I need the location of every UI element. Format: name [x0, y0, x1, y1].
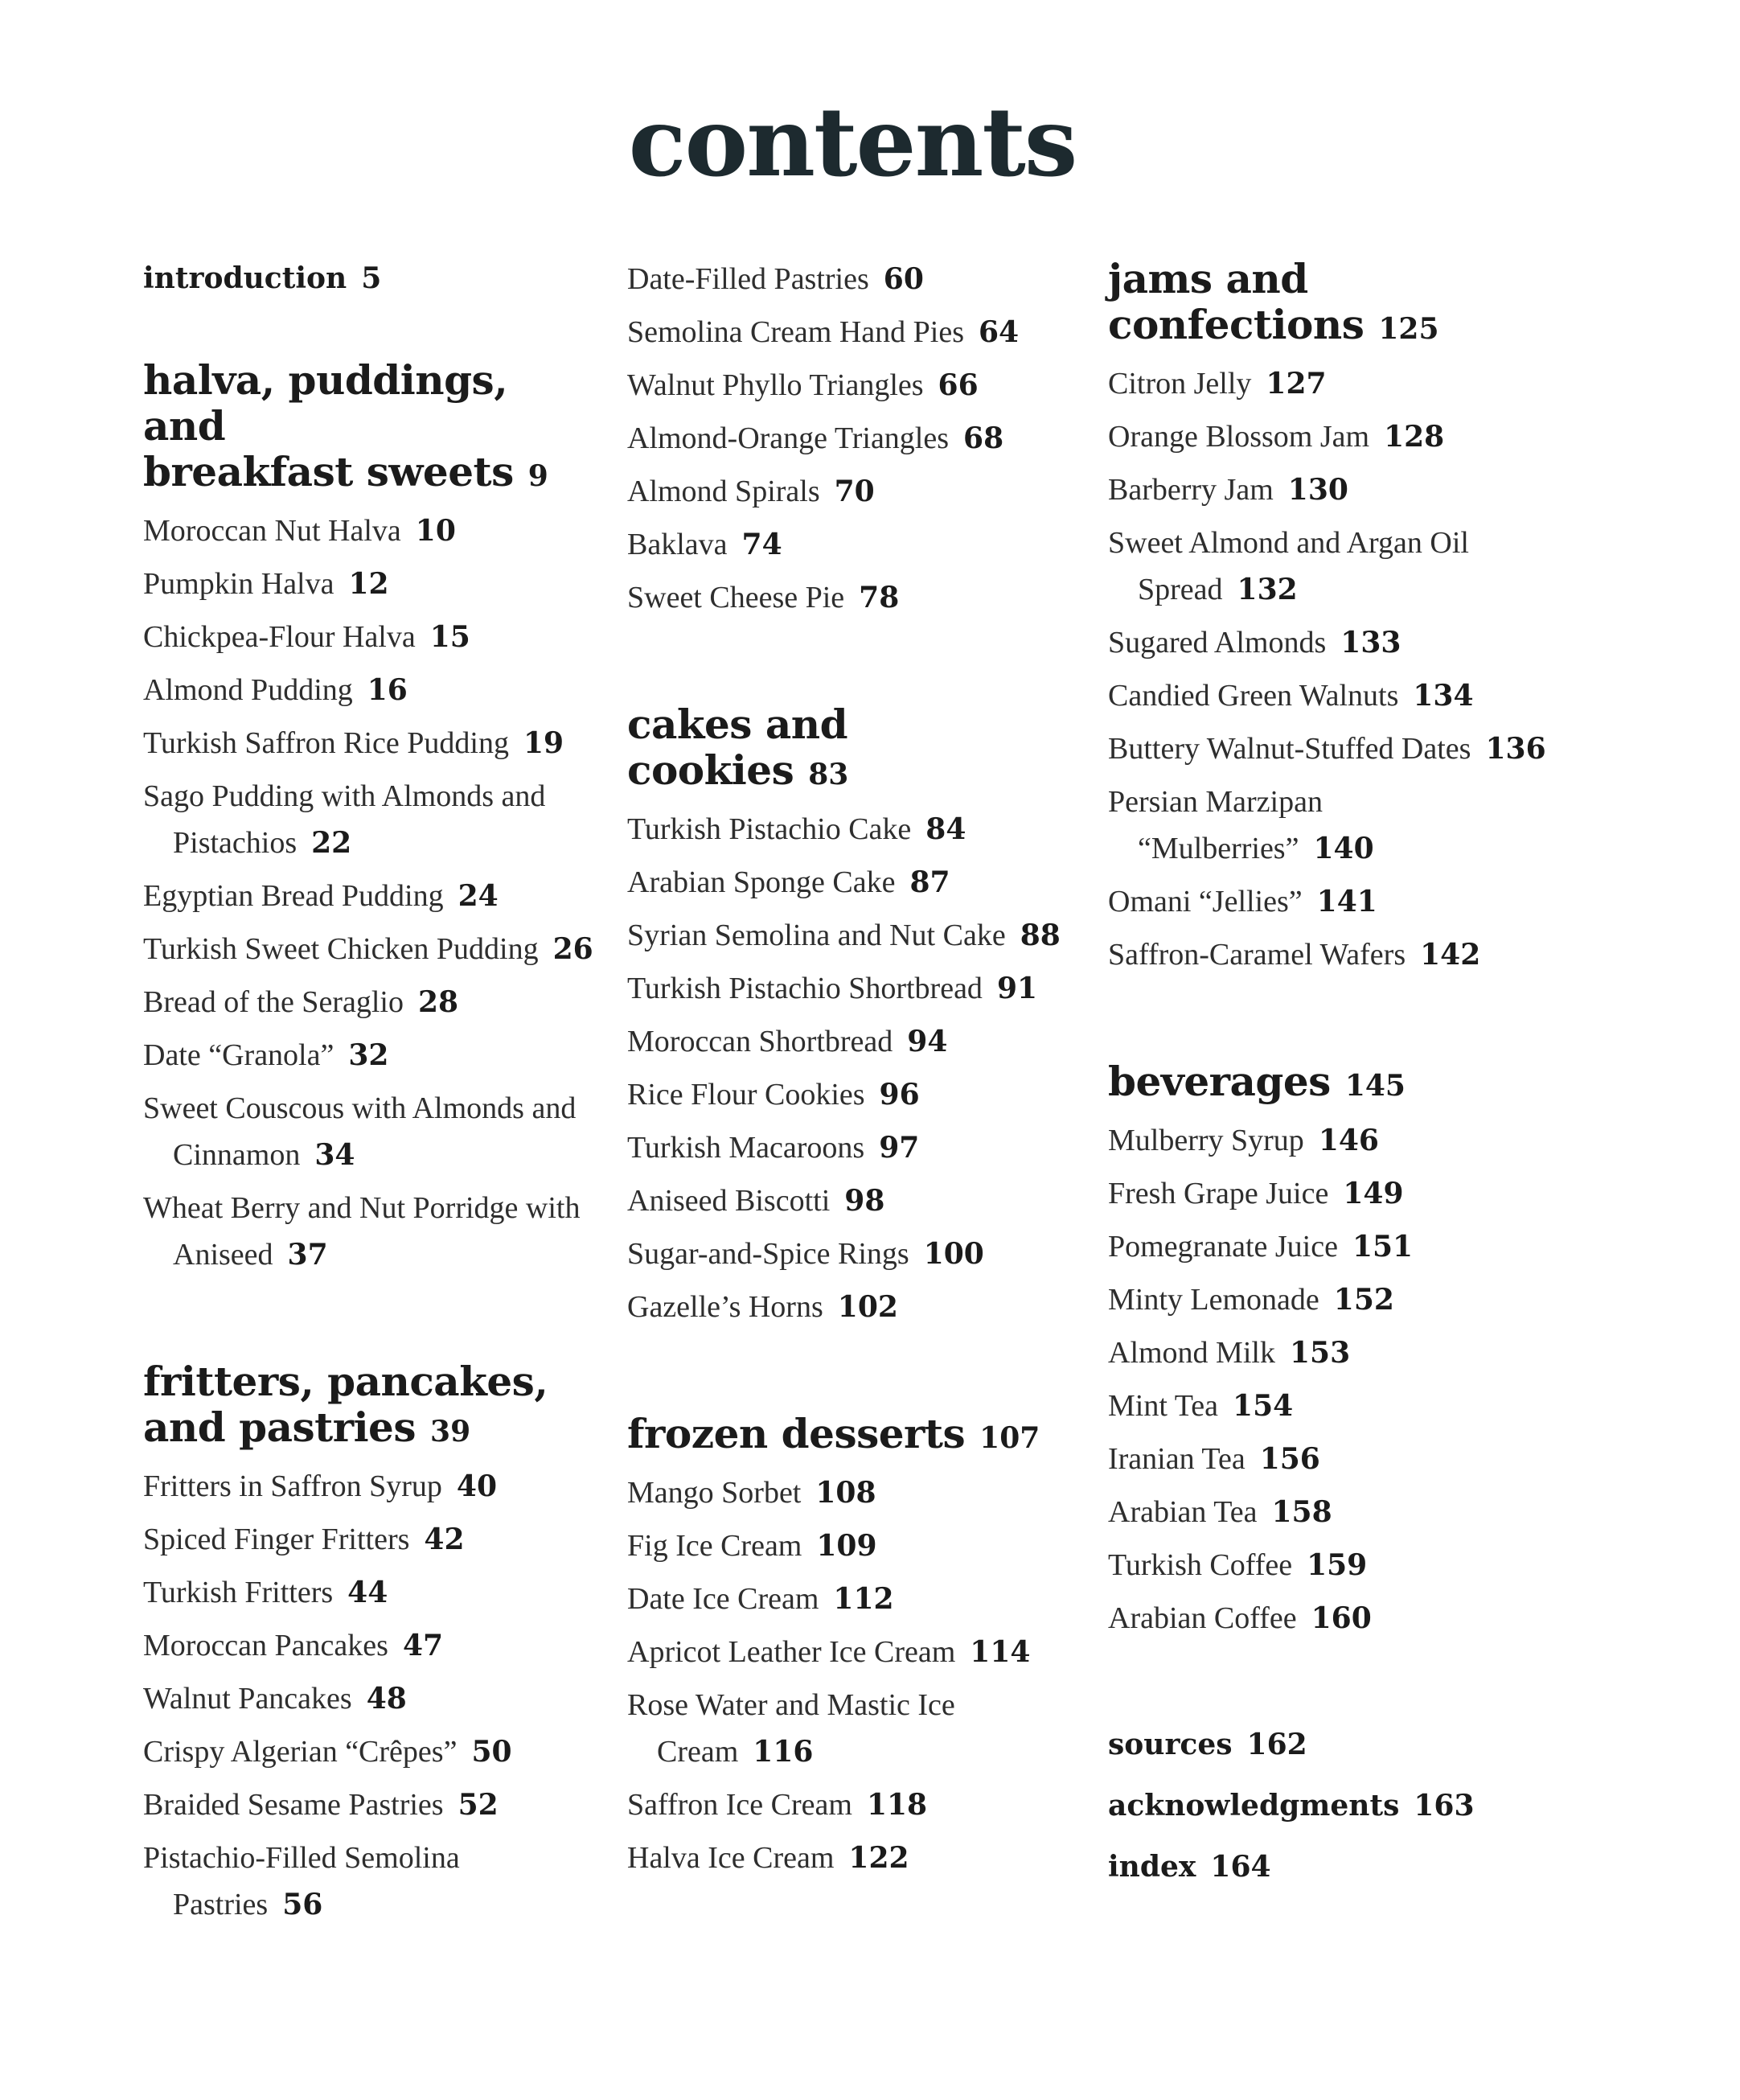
toc-entry[interactable]: [627, 521, 1085, 568]
toc-entry-label: Candied Green Walnuts: [1108, 679, 1399, 713]
toc-entry-page-number: 66: [938, 368, 979, 402]
section-page-number: 9: [527, 459, 548, 493]
toc-entry[interactable]: [143, 1782, 593, 1828]
toc-entry[interactable]: [143, 1516, 593, 1563]
toc-entry[interactable]: [143, 720, 593, 766]
toc-entry-label: Bread of the Seraglio: [143, 985, 404, 1019]
toc-entry-page-number: 133: [1340, 626, 1401, 660]
toc-entry-label: Chickpea-Flour Halva: [143, 620, 416, 654]
toc-back-matter-item[interactable]: [1108, 1783, 1558, 1828]
toc-entry-page-number: 98: [844, 1184, 885, 1218]
toc-entry-page-number: 12: [348, 567, 389, 601]
section-title-line1: halva, puddings, and: [143, 356, 508, 450]
toc-entry-page-number: 28: [417, 985, 459, 1019]
section-title-line1: frozen desserts: [627, 1410, 966, 1457]
toc-entry[interactable]: [627, 1682, 1085, 1775]
toc-entry-label: Date “Granola”: [143, 1038, 334, 1072]
toc-entry[interactable]: [627, 256, 1085, 302]
section-page-number: 39: [430, 1415, 471, 1449]
toc-entry-page-number: 10: [415, 514, 456, 548]
toc-entry[interactable]: [143, 979, 593, 1025]
section-title-line1: jams and: [1108, 255, 1308, 302]
toc-entry[interactable]: [627, 1177, 1085, 1224]
toc-entry-label: Fresh Grape Juice: [1108, 1177, 1329, 1210]
toc-entry[interactable]: [1108, 1170, 1558, 1217]
toc-entry-label: Turkish Saffron Rice Pudding: [143, 726, 509, 760]
toc-entry-page-number: 130: [1287, 473, 1348, 507]
toc-entry-page-number: 159: [1307, 1548, 1368, 1582]
toc-entry-page-number: 40: [456, 1469, 498, 1503]
toc-entry-label: Rice Flour Cookies: [627, 1078, 865, 1112]
entry-list: [143, 1463, 593, 1928]
toc-section-jams: [1108, 256, 1558, 978]
toc-entry-page-number: 68: [963, 421, 1004, 455]
toc-entry-label: Arabian Coffee: [1108, 1601, 1297, 1635]
toc-entry[interactable]: [1108, 1383, 1558, 1429]
toc-entry[interactable]: [1108, 1329, 1558, 1376]
section-page-number: 125: [1378, 312, 1439, 346]
toc-entry-page-number: 109: [816, 1529, 877, 1563]
toc-entry-page-number: 152: [1333, 1283, 1394, 1317]
toc-entry-page-number: 100: [923, 1237, 984, 1271]
toc-entry-label: Mango Sorbet: [627, 1476, 802, 1510]
toc-entry[interactable]: [1108, 520, 1558, 613]
toc-entry-label: Turkish Fritters: [143, 1576, 334, 1609]
toc-entry-label: Fritters in Saffron Syrup: [143, 1469, 442, 1503]
section-heading[interactable]: [143, 357, 593, 499]
toc-entry[interactable]: [627, 1124, 1085, 1171]
toc-entry-label: Sweet Couscous with Almonds and Cinnamon: [143, 1091, 577, 1172]
toc-entry-label: Turkish Pistachio Shortbread: [627, 972, 983, 1005]
toc-entry-label: Buttery Walnut-Stuffed Dates: [1108, 732, 1471, 766]
toc-entry-page-number: 26: [552, 932, 593, 966]
toc-entry-page-number: 140: [1313, 832, 1374, 865]
toc-entry[interactable]: [143, 873, 593, 919]
toc-entry[interactable]: [1108, 466, 1558, 513]
toc-entry-label: Wheat Berry and Nut Porridge with Aniseed: [143, 1191, 581, 1272]
toc-entry-page-number: 112: [833, 1582, 894, 1616]
toc-entry[interactable]: [143, 1085, 593, 1178]
toc-entry-page-number: 154: [1233, 1389, 1294, 1423]
toc-entry-page-number: 50: [471, 1735, 512, 1769]
toc-entry-page-number: 52: [458, 1788, 499, 1822]
toc-entry[interactable]: [143, 561, 593, 607]
toc-entry-label: Persian Marzipan “Mulberries”: [1108, 785, 1323, 865]
section-title-line1: cakes and: [627, 701, 848, 748]
toc-section-halva: [143, 357, 593, 1278]
toc-entry-label: Almond-Orange Triangles: [627, 421, 950, 455]
toc-column-2: [627, 256, 1085, 1962]
toc-entry-page-number: 116: [753, 1735, 814, 1769]
toc-entry[interactable]: [627, 309, 1085, 355]
toc-entry-label: Braided Sesame Pastries: [143, 1788, 444, 1822]
toc-entry[interactable]: [627, 1576, 1085, 1622]
toc-entry-page-number: 34: [314, 1138, 355, 1172]
toc-entry-page-number: 141: [1316, 885, 1377, 918]
toc-entry[interactable]: [143, 773, 593, 866]
toc-entry[interactable]: [1108, 878, 1558, 925]
toc-entry-page-number: 160: [1311, 1601, 1372, 1635]
toc-entry[interactable]: [1108, 1595, 1558, 1642]
toc-entry-label: Citron Jelly: [1108, 367, 1252, 401]
section-title-line1: fritters, pancakes,: [143, 1358, 548, 1405]
toc-entry-label: Semolina Cream Hand Pies: [627, 315, 964, 349]
toc-section-frozen: [627, 1411, 1085, 1881]
toc-entry[interactable]: [627, 965, 1085, 1012]
toc-entry-page-number: 44: [347, 1576, 388, 1609]
toc-entry-page-number: 149: [1343, 1177, 1404, 1210]
toc-entry-label: Sweet Almond and Argan Oil Spread: [1108, 526, 1469, 606]
section-heading[interactable]: [1108, 256, 1558, 352]
toc-entry-page-number: 32: [348, 1038, 389, 1072]
toc-entry-page-number: 142: [1420, 938, 1481, 972]
toc-entry-label: Moroccan Nut Halva: [143, 514, 401, 548]
toc-entry[interactable]: [1108, 1489, 1558, 1535]
toc-entry-label: Walnut Phyllo Triangles: [627, 368, 924, 402]
toc-entry-page-number: 24: [458, 879, 499, 913]
section-title-line2: and pastries: [143, 1403, 417, 1451]
toc-entry[interactable]: [143, 1463, 593, 1510]
toc-entry[interactable]: [627, 859, 1085, 906]
toc-label: acknowledgments: [1108, 1789, 1400, 1823]
toc-entry-page-number: 37: [287, 1238, 328, 1272]
toc-entry-label: Almond Milk: [1108, 1336, 1275, 1370]
toc-entry-page-number: 70: [834, 475, 875, 508]
toc-entry[interactable]: [143, 1675, 593, 1722]
entry-list: [627, 1469, 1085, 1881]
toc-entry[interactable]: [627, 1523, 1085, 1569]
toc-entry-page-number: 151: [1352, 1230, 1414, 1264]
toc-entry-label: Turkish Pistachio Cake: [627, 812, 912, 846]
toc-entry-label: Syrian Semolina and Nut Cake: [627, 918, 1006, 952]
section-title-line1: beverages: [1108, 1058, 1331, 1105]
toc-entry-label: Pomegranate Juice: [1108, 1230, 1338, 1264]
toc-entry[interactable]: [143, 1185, 593, 1278]
toc-entry-label: Almond Pudding: [143, 673, 353, 707]
toc-entry-label: Pistachio-Filled Semolina Pastries: [143, 1841, 460, 1921]
toc-entry[interactable]: [143, 1835, 593, 1928]
toc-entry-page-number: 158: [1271, 1495, 1332, 1529]
toc-entry-label: Turkish Macaroons: [627, 1131, 865, 1165]
toc-entry-label: Almond Spirals: [627, 475, 820, 508]
toc-entry-label: Saffron-Caramel Wafers: [1108, 938, 1406, 972]
toc-back-matter-item[interactable]: [1108, 1844, 1558, 1889]
toc-entry-label: Apricot Leather Ice Cream: [627, 1635, 956, 1669]
toc-column-3: [1108, 256, 1558, 1905]
toc-entry-label: Pumpkin Halva: [143, 567, 334, 601]
toc-entry[interactable]: [627, 468, 1085, 515]
toc-entry-page-number: 128: [1384, 420, 1445, 454]
toc-page-number: 163: [1414, 1789, 1475, 1823]
toc-entry-page-number: 87: [909, 865, 950, 899]
section-heading[interactable]: [627, 1411, 1085, 1461]
toc-entry-label: Iranian Tea: [1108, 1442, 1245, 1476]
toc-entry-page-number: 60: [883, 262, 924, 296]
toc-entry-page-number: 114: [970, 1635, 1031, 1669]
section-title-line2: breakfast sweets: [143, 448, 514, 495]
toc-entry[interactable]: [1108, 619, 1558, 666]
toc-entry-label: Egyptian Bread Pudding: [143, 879, 444, 913]
toc-entry-page-number: 136: [1485, 732, 1546, 766]
toc-entry[interactable]: [1108, 1117, 1558, 1164]
toc-entry-label: Barberry Jam: [1108, 473, 1274, 507]
section-heading[interactable]: [143, 1358, 593, 1455]
toc-entry-page-number: 88: [1020, 918, 1061, 952]
toc-entry-label: Date Ice Cream: [627, 1582, 819, 1616]
toc-section-fritters: [143, 1358, 593, 1928]
toc-entry-label: Minty Lemonade: [1108, 1283, 1319, 1317]
toc-entry[interactable]: [627, 1469, 1085, 1516]
entry-list: [143, 508, 593, 1278]
toc-entry-label: Mulberry Syrup: [1108, 1124, 1304, 1157]
toc-entry[interactable]: [143, 1728, 593, 1775]
toc-section-beverages: [1108, 1058, 1558, 1642]
toc-entry-label: Arabian Sponge Cake: [627, 865, 896, 899]
entry-list: [1108, 1117, 1558, 1642]
toc-entry-page-number: 84: [925, 812, 966, 846]
toc-entry-page-number: 108: [815, 1476, 876, 1510]
toc-entry[interactable]: [1108, 1223, 1558, 1270]
toc-entry-label: Aniseed Biscotti: [627, 1184, 831, 1218]
toc-entry-label: Halva Ice Cream: [627, 1841, 835, 1875]
toc-entry-label: Moroccan Pancakes: [143, 1629, 388, 1662]
toc-entry[interactable]: [627, 362, 1085, 409]
toc-entry-label: Crispy Algerian “Crêpes”: [143, 1735, 458, 1769]
toc-entry[interactable]: [1108, 360, 1558, 407]
toc-entry-label: Sugar-and-Spice Rings: [627, 1237, 909, 1271]
toc-entry-page-number: 42: [424, 1523, 465, 1556]
toc-entry[interactable]: [143, 1622, 593, 1669]
section-heading[interactable]: [1108, 1058, 1558, 1109]
toc-entry-page-number: 118: [866, 1788, 928, 1822]
toc-entry-label: Mint Tea: [1108, 1389, 1219, 1423]
toc-entry-label: Moroccan Shortbread: [627, 1025, 893, 1058]
toc-entry-page-number: 78: [859, 581, 900, 614]
toc-section-pastries-continued: [627, 256, 1085, 621]
section-page-number: 145: [1344, 1069, 1406, 1103]
toc-entry-label: Walnut Pancakes: [143, 1682, 352, 1716]
toc-entry-label: Sugared Almonds: [1108, 626, 1327, 660]
toc-entry[interactable]: [627, 806, 1085, 853]
page-title: contents: [628, 86, 1077, 198]
toc-entry[interactable]: [1108, 1436, 1558, 1482]
section-page-number: 107: [979, 1421, 1040, 1455]
section-title-line2: cookies: [627, 746, 794, 794]
toc-entry[interactable]: [1108, 1542, 1558, 1588]
toc-entry[interactable]: [627, 574, 1085, 621]
back-matter-list: [1108, 1722, 1558, 1889]
toc-intro[interactable]: [143, 256, 593, 301]
toc-entry-page-number: 134: [1413, 679, 1474, 713]
toc-entry-label: Arabian Tea: [1108, 1495, 1258, 1529]
toc-entry-label: Saffron Ice Cream: [627, 1788, 852, 1822]
toc-entry-page-number: 96: [879, 1078, 920, 1112]
toc-label: introduction: [143, 261, 347, 295]
section-title-line2: confections: [1108, 301, 1365, 348]
toc-page-number: 162: [1246, 1728, 1307, 1761]
toc-entry-label: Turkish Coffee: [1108, 1548, 1293, 1582]
toc-entry-label: Sweet Cheese Pie: [627, 581, 845, 614]
toc-label: sources: [1108, 1728, 1233, 1761]
toc-entry[interactable]: [1108, 413, 1558, 460]
toc-entry[interactable]: [143, 1569, 593, 1616]
toc-back-matter-item[interactable]: [1108, 1722, 1558, 1767]
toc-entry-page-number: 97: [879, 1131, 920, 1165]
entry-list: [627, 806, 1085, 1330]
toc-entry-label: Baklava: [627, 528, 728, 561]
toc-entry-page-number: 156: [1259, 1442, 1320, 1476]
toc-entry-label: Spiced Finger Fritters: [143, 1523, 410, 1556]
toc-entry[interactable]: [627, 1835, 1085, 1881]
toc-entry[interactable]: [627, 1782, 1085, 1828]
toc-entry-page-number: 48: [366, 1682, 407, 1716]
toc-entry-page-number: 22: [311, 826, 352, 860]
toc-entry-page-number: 132: [1237, 573, 1298, 606]
toc-entry-page-number: 15: [429, 620, 470, 654]
section-page-number: 83: [808, 758, 849, 791]
toc-entry[interactable]: [627, 1284, 1085, 1330]
toc-entry[interactable]: [627, 1231, 1085, 1277]
toc-label: index: [1108, 1850, 1196, 1884]
toc-entry-label: Orange Blossom Jam: [1108, 420, 1370, 454]
toc-column-1: [143, 256, 593, 2008]
toc-entry[interactable]: [143, 926, 593, 972]
toc-entry-page-number: 64: [978, 315, 1020, 349]
toc-entry-page-number: 16: [367, 673, 408, 707]
section-heading[interactable]: [627, 701, 1085, 798]
toc-entry[interactable]: [1108, 1276, 1558, 1323]
toc-section-cakes: [627, 701, 1085, 1330]
toc-entry-page-number: 19: [523, 726, 564, 760]
toc-entry[interactable]: [143, 508, 593, 554]
toc-entry-label: Rose Water and Mastic Ice Cream: [627, 1688, 955, 1769]
toc-entry[interactable]: [143, 1032, 593, 1079]
toc-page-number: 164: [1210, 1850, 1271, 1884]
toc-page-number: 5: [361, 261, 382, 295]
toc-entry[interactable]: [143, 614, 593, 660]
toc-entry[interactable]: [627, 912, 1085, 959]
toc-entry-label: Fig Ice Cream: [627, 1529, 802, 1563]
toc-entry-label: Turkish Sweet Chicken Pudding: [143, 932, 539, 966]
toc-entry-page-number: 56: [282, 1888, 323, 1921]
toc-entry-page-number: 122: [848, 1841, 909, 1875]
toc-entry[interactable]: [143, 667, 593, 713]
toc-entry[interactable]: [627, 1071, 1085, 1118]
toc-entry[interactable]: [627, 1629, 1085, 1675]
toc-entry-page-number: 94: [907, 1025, 948, 1058]
toc-entry-page-number: 153: [1289, 1336, 1351, 1370]
toc-entry-page-number: 91: [996, 972, 1038, 1005]
toc-entry[interactable]: [627, 1018, 1085, 1065]
toc-entry-label: Omani “Jellies”: [1108, 885, 1303, 918]
toc-entry-page-number: 74: [741, 528, 782, 561]
toc-entry[interactable]: [1108, 931, 1558, 978]
toc-entry-label: Date-Filled Pastries: [627, 262, 869, 296]
toc-entry-page-number: 47: [402, 1629, 444, 1662]
toc-entry[interactable]: [1108, 672, 1558, 719]
toc-entry-page-number: 127: [1266, 367, 1327, 401]
entry-list: [1108, 360, 1558, 978]
toc-entry-label: Sago Pudding with Almonds and Pistachios: [143, 779, 546, 860]
entry-list: [627, 256, 1085, 621]
toc-entry-label: Gazelle’s Horns: [627, 1290, 823, 1324]
toc-entry[interactable]: [1108, 725, 1558, 772]
toc-entry-page-number: 102: [837, 1290, 898, 1324]
toc-entry[interactable]: [627, 415, 1085, 462]
toc-entry[interactable]: [1108, 779, 1558, 872]
toc-entry-page-number: 146: [1318, 1124, 1379, 1157]
